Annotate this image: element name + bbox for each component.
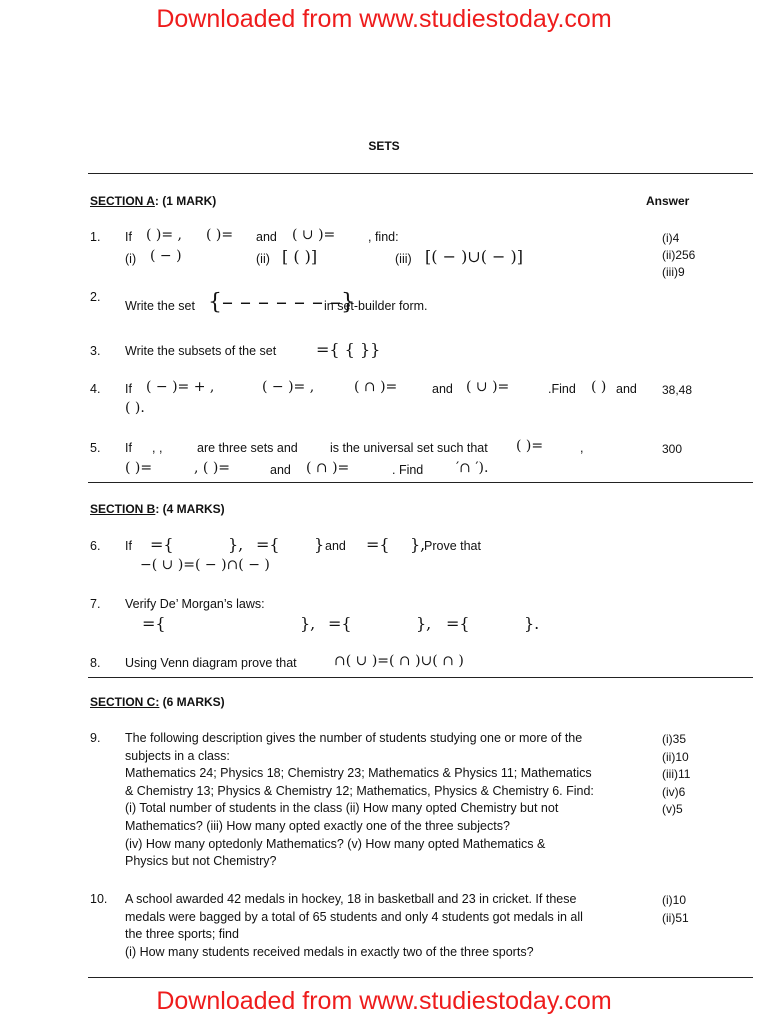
question-5-expr-1: ( )= [516,438,544,454]
question-1-expr-3: ( ∪ )= [292,227,336,243]
question-1-part-iii: (iii) [395,252,412,266]
question-5-text-1: are three sets and [197,441,298,455]
question-5-find: . Find [392,463,424,477]
question-9-answer: (ii)10 [662,749,689,764]
question-9-body [125,730,594,871]
question-10-line: (i) How many students received medals in exactly two of the three sports? [125,944,534,959]
question-10-line: A school awarded 42 medals in hockey, 18 in basketball and 23 in cricket. If these [125,892,577,906]
question-4-expr-5: ( ) [591,379,607,395]
question-4-and: and [432,382,453,396]
question-9-line: Physics but not Chemistry? [125,854,277,869]
question-1-if: If [125,230,132,244]
question-5-expr-3: , ( )= [194,460,231,476]
question-5-number: 5. [90,441,101,455]
question-9-answer: (v)5 [662,802,683,817]
question-6-number: 6. [90,539,101,553]
question-6-prove: Prove that [424,539,481,553]
question-10-number: 10. [90,892,108,906]
question-4-expr-2: ( − )= , [262,379,315,395]
question-9-number: 9. [90,731,101,745]
question-6-set-3-close: }, [410,535,426,554]
question-7-set-b-open: ={ [446,614,470,633]
section-a-heading: SECTION A: (1 MARK) [90,194,217,208]
question-9-answers [662,731,690,819]
question-4-find: .Find [548,382,576,396]
question-7-number: 7. [90,597,101,611]
question-1-part-ii: (ii) [256,252,270,266]
question-8-text: Using Venn diagram prove that [125,656,297,670]
question-10-body [125,891,583,961]
question-10-answer: (ii)51 [662,910,689,925]
question-6-and: and [325,539,346,553]
question-2-number: 2. [90,290,101,304]
question-10-line: the three sports; find [125,927,239,942]
question-1-part-i: (i) [125,252,137,266]
question-9-line: Mathematics 24; Physics 18; Chemistry 23; Mathematics & Physics 11; Mathematics [125,766,592,781]
question-4-expr-3: ( ∩ )= [354,379,398,395]
question-9-answer: (i)35 [662,732,687,746]
question-10-answers [662,892,689,927]
question-1-number: 1. [90,230,101,244]
question-5-comma: , [580,441,584,455]
question-5-commas: , , [152,441,163,455]
question-9-answer: (iv)6 [662,784,686,799]
question-1-part-ii-expr: [ ( )] [282,247,318,266]
question-1-find: , find: [368,230,399,244]
question-2-text-before: Write the set [125,299,195,313]
page-title: SETS [368,139,400,153]
bottom-watermark-banner: Downloaded from www.studiestoday.com [156,987,612,1015]
question-9-answer: (iii)11 [662,767,691,782]
question-1-part-iii-expr: [( − )∪( − )] [425,247,524,266]
question-6-identity: −( ∪ )=( − )∩( − ) [140,557,270,573]
divider-section-c [88,677,753,678]
question-9-line: subjects in a class: [125,748,230,763]
question-4-number: 4. [90,382,101,396]
question-9-line: (i) Total number of students in the class (ii) How many opted Chemistry but not [125,801,559,816]
question-7-universal-close: }, [300,614,316,633]
question-6-set-3-open: ={ [366,535,390,554]
answer-column-header: Answer [646,194,690,208]
question-9-line: The following description gives the number of students studying one or more of the [125,731,583,745]
question-5-and: and [270,463,291,477]
question-1-expr-2: ( )= [206,227,234,243]
question-10-answer: (i)10 [662,893,687,907]
divider-bottom [88,977,753,978]
question-6-set-1-open: ={ [150,535,174,554]
question-2-set: {– – – – – – –} [208,290,355,315]
question-2-text-after: in set-builder form. [324,299,428,313]
question-7-universal-open: ={ [142,614,166,633]
question-5-if: If [125,441,132,455]
question-3-text: Write the subsets of the set [125,344,277,358]
question-7-set-a-open: ={ [328,614,352,633]
question-8-number: 8. [90,656,101,670]
question-4-expr-1: ( − )= + , [146,379,215,395]
question-5-expr-5: ′∩ ′). [456,460,489,476]
question-7-set-a-close: }, [416,614,432,633]
question-5-expr-4: ( ∩ )= [306,460,350,476]
question-3-number: 3. [90,344,101,358]
question-7-set-b-close: }. [524,614,540,633]
question-9-line: & Chemistry 13; Physics & Chemistry 12; Mathematics, Physics & Chemistry 6. Find: [125,783,594,798]
question-1-part-i-expr: ( − ) [150,248,182,264]
question-1-answer-iii: (iii)9 [662,265,685,279]
question-5-answer: 300 [662,442,683,456]
question-6-set-2-open: ={ [256,535,280,554]
question-1-answer-i: (i)4 [662,231,680,245]
question-6-set-1-close: }, [228,535,244,554]
question-7-text: Verify De’ Morgan’s laws: [125,597,265,611]
question-8-identity: ∩( ∪ )=( ∩ )∪( ∩ ) [334,653,464,669]
section-b-heading: SECTION B: (4 MARKS) [90,502,225,516]
question-6-if: If [125,539,132,553]
question-6-set-2-close: } [314,535,325,554]
top-watermark-banner: Downloaded from www.studiestoday.com [156,5,612,33]
question-1-and: and [256,230,277,244]
section-c-heading: SECTION C: (6 MARKS) [90,695,225,709]
question-1-expr-1: ( )= , [146,227,183,243]
divider-top [88,173,753,174]
question-5-text-2: is the universal set such that [330,441,488,455]
question-9-line: Mathematics? (iii) How many opted exactly one of the three subjects? [125,818,510,833]
question-1-answer-ii: (ii)256 [662,248,696,262]
question-10-line: medals were bagged by a total of 65 students and only 4 students got medals in all [125,909,583,924]
question-4-line-2: ( ). [125,400,145,416]
question-9-line: (iv) How many optedonly Mathematics? (v) How many opted Mathematics & [125,836,546,851]
question-4-and-2: and [616,382,637,396]
question-5-expr-2: ( )= [125,460,153,476]
divider-section-b [88,482,753,483]
question-3-set: ={ { }} [316,340,381,359]
question-4-if: If [125,382,132,396]
question-4-answer: 38,48 [662,383,693,397]
question-4-expr-4: ( ∪ )= [466,379,510,395]
